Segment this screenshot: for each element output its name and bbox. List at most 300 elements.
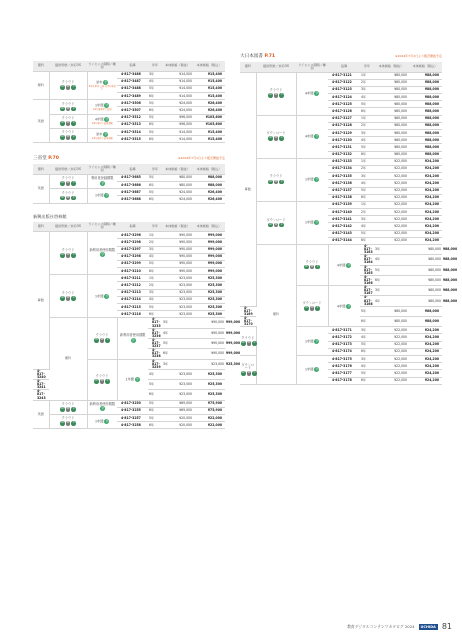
price-tax-cell: ¥25,300 — [193, 390, 225, 400]
license-term: 1年間 — [305, 177, 314, 182]
license-term: 新利用者使用期限 — [89, 402, 115, 407]
os-1-icon: M — [66, 296, 70, 300]
product-code: 4-817-3298 — [117, 239, 148, 246]
group-cell: 英語 — [33, 174, 49, 203]
os-icons — [60, 253, 76, 258]
grade-cell: 4年 — [360, 180, 374, 187]
license-cell — [87, 174, 117, 188]
price-tax-cell: ¥24,200 — [408, 230, 442, 237]
product-code: 4-817-3240 — [33, 369, 49, 379]
license-cell — [87, 400, 117, 414]
os-0-icon: W — [242, 340, 245, 344]
price-cell: ¥22,000 — [374, 165, 408, 172]
section-title: 大日本図書 P.71 — [240, 54, 276, 59]
license-cell — [296, 327, 328, 356]
dist-cell — [256, 201, 296, 244]
price-cell: ¥80,000 — [374, 72, 408, 79]
price-tax-cell: ¥22,000 — [193, 415, 225, 422]
grade-cell: 6年 — [360, 151, 374, 158]
price-tax-cell: ¥15,400 — [193, 78, 225, 85]
grade-cell: 6年 — [162, 349, 193, 359]
price-tax-cell: ¥24,200 — [408, 209, 442, 216]
price-cell: ¥23,000 — [162, 275, 193, 282]
product-code: 4-817-3171 — [328, 327, 360, 334]
price-tax-cell: ¥88,000 — [408, 94, 442, 101]
product-code: 4-817-3163 — [360, 245, 374, 255]
price-tax-cell: ¥88,000 — [408, 86, 442, 93]
grade-cell: 1年 — [148, 275, 162, 282]
grade-cell: 4年 — [148, 296, 162, 303]
table-row — [240, 72, 442, 79]
price-cell: ¥22,000 — [374, 230, 408, 237]
price-cell: ¥80,000 — [162, 182, 193, 189]
grade-cell: 5年 — [360, 144, 374, 151]
os-0-icon: W — [61, 252, 64, 256]
grade-cell: 6年 — [360, 316, 374, 326]
price-tax-cell: ¥25,300 — [193, 304, 225, 311]
price-cell: ¥80,000 — [374, 79, 408, 86]
os-1-icon: M — [274, 222, 278, 226]
group-cell: 英語 — [33, 100, 49, 143]
school-badge-icon: 学 — [315, 91, 319, 96]
dist-label: クラウド — [61, 290, 75, 295]
table-row: 理科 クラウド W M C 新利用者使用期限学 4-817-3235 3年 ¥90,000 ¥99,000 — [33, 318, 225, 328]
grade-cell: 6年 — [148, 311, 162, 318]
grade-cell: 3年 — [360, 216, 374, 223]
section-note: ※2024年7月1日より販売開始予定 — [395, 54, 442, 58]
dist-label: クラウド — [61, 190, 75, 195]
price-tax-cell: ¥22,000 — [193, 422, 225, 429]
grade-cell: 2年 — [148, 239, 162, 246]
price-tax-cell: ¥24,200 — [408, 158, 442, 165]
table-row — [33, 275, 225, 282]
grade-cell: 6年 — [148, 422, 162, 429]
product-code: 4-817-3177 — [328, 370, 360, 377]
os-2-icon: C — [106, 379, 109, 383]
price-cell: ¥22,000 — [374, 341, 408, 348]
os-2-icon: C — [72, 121, 75, 125]
grade-cell: 4年 — [360, 137, 374, 144]
license-note: ※1年単位で使用期間 — [91, 136, 113, 140]
price-tax-cell: ¥88,000 — [408, 151, 442, 158]
price-cell: ¥90,000 — [162, 232, 193, 239]
section-note: ※2024年7月1日より販売開始予定 — [178, 156, 225, 161]
dist-cell — [49, 71, 87, 100]
os-1-icon: M — [310, 264, 314, 268]
price-cell: ¥80,000 — [374, 137, 408, 144]
license-term: 1年間 — [305, 339, 314, 344]
table-row: 4-817-3165 5年 ¥80,000 ¥88,000 — [240, 265, 442, 275]
table-row — [240, 201, 442, 208]
os-1-icon: M — [274, 136, 278, 140]
product-code: 4-817-3135 — [328, 173, 360, 180]
price-tax-cell: ¥15,400 — [193, 129, 225, 136]
product-code: 4-817-3512 — [117, 114, 148, 121]
price-cell: ¥90,000 — [162, 268, 193, 275]
product-code: 4-817-3123 — [328, 86, 360, 93]
price-cell: ¥23,000 — [162, 311, 193, 318]
os-0-icon: W — [95, 338, 98, 342]
price-tax-cell: ¥24,200 — [408, 341, 442, 348]
product-code: 4-817-3138 — [328, 194, 360, 201]
product-code: 4-817-3174 — [328, 348, 360, 355]
price-tax-cell: ¥88,000 — [408, 72, 442, 79]
dist-cell — [87, 318, 117, 359]
product-code: 4-817-3124 — [328, 94, 360, 101]
th-group: 箇科 — [33, 164, 49, 174]
grade-cell: 3年 — [360, 130, 374, 137]
grade-cell: 6年 — [148, 268, 162, 275]
os-icons — [241, 341, 257, 346]
product-code: 4-817-3235 — [148, 318, 162, 328]
license-term: 4年間 — [337, 263, 346, 268]
os-2-icon: C — [280, 93, 283, 97]
table-row — [33, 189, 225, 196]
price-cell: ¥90,000 — [162, 246, 193, 253]
price-cell: ¥22,000 — [374, 334, 408, 341]
table-row: 4-817-3164 4年 ¥80,000 ¥88,000 — [240, 255, 442, 265]
dist-cell — [240, 356, 256, 385]
price-cell: ¥24,000 — [162, 196, 193, 203]
th-period: 学年 — [148, 222, 162, 232]
grade-cell: 5年 — [360, 101, 374, 108]
product-code: 4-817-3178 — [328, 377, 360, 384]
product-code: 4-817-3127 — [328, 115, 360, 122]
price-cell: ¥22,000 — [374, 209, 408, 216]
th-price: 本体価格（税抜） — [162, 222, 193, 232]
price-cell: ¥80,000 — [374, 306, 408, 316]
product-code: 4-817-3136 — [328, 180, 360, 187]
product-code: 4-817-3211 — [117, 275, 148, 282]
price-tax-cell: ¥24,200 — [408, 201, 442, 208]
product-code: 4-817-3214 — [117, 296, 148, 303]
school-badge-icon: 学 — [104, 131, 108, 136]
price-cell: ¥22,000 — [374, 237, 408, 244]
price-cell: ¥14,000 — [162, 78, 193, 85]
price-tax-cell: ¥25,300 — [193, 275, 225, 282]
product-code: 4-817-3515 — [117, 136, 148, 143]
grade-cell: 6年 — [148, 121, 162, 128]
th-period: 学年 — [148, 61, 162, 71]
license-cell — [328, 286, 360, 327]
dist-cell — [49, 129, 87, 143]
product-code: 4-817-3685 — [117, 174, 148, 181]
os-0-icon: W — [242, 371, 245, 375]
th-price: 本体価格（税抜） — [374, 62, 408, 72]
license-cell — [87, 415, 117, 429]
os-2-icon: C — [72, 85, 75, 89]
dist-cell — [49, 400, 87, 414]
price-tax-cell: ¥24,200 — [408, 194, 442, 201]
os-1-icon: M — [66, 135, 70, 139]
os-0-icon: W — [269, 179, 272, 183]
price-tax-cell: ¥24,200 — [408, 237, 442, 244]
grade-cell: 6年 — [148, 136, 162, 143]
dist-label: ダウンロード — [241, 362, 255, 371]
table-header — [33, 164, 225, 174]
grade-cell: 5年 — [360, 187, 374, 194]
section-header-dainippon — [240, 53, 442, 61]
price-tax-cell: ¥88,000 — [193, 182, 225, 189]
table-row — [33, 232, 225, 239]
license-term: 単年 — [96, 132, 103, 137]
price-cell: ¥90,000 — [162, 253, 193, 260]
price-tax-cell: ¥24,200 — [408, 370, 442, 377]
grade-cell: 6年 — [148, 182, 162, 189]
grade-cell: 2年 — [360, 122, 374, 129]
price-tax-cell: ¥25,300 — [193, 282, 225, 289]
product-code: 4-817-3169 — [240, 306, 256, 316]
price-tax-cell: ¥25,300 — [193, 380, 225, 390]
license-cell — [296, 158, 328, 201]
price-tax-cell: ¥15,400 — [193, 71, 225, 78]
price-cell: ¥80,000 — [374, 108, 408, 115]
price-cell: ¥90,000 — [162, 260, 193, 267]
group-cell: 英語 — [33, 400, 49, 429]
page-number: 81 — [441, 622, 452, 631]
product-code: 4-817-3129 — [328, 130, 360, 137]
os-1-icon: M — [66, 407, 70, 411]
table-row: 4-817-3237 5年 ¥90,000 ¥99,000 — [33, 338, 225, 348]
dist-label: ダウンロード — [266, 131, 286, 136]
table-header — [33, 61, 225, 71]
th-period: 学年 — [360, 62, 374, 72]
os-icons — [268, 136, 284, 141]
dist-label: クラウド — [95, 333, 109, 338]
price-tax-cell: ¥24,200 — [408, 173, 442, 180]
os-icons — [60, 135, 76, 140]
product-code: 4-817-3237 — [148, 338, 162, 348]
dist-label: ダウンロード — [266, 217, 286, 222]
table-row — [33, 129, 225, 136]
price-cell: ¥69,000 — [162, 400, 193, 407]
price-tax-cell: ¥24,200 — [408, 363, 442, 370]
product-code: 4-817-3239 — [148, 359, 162, 369]
license-cell — [296, 201, 328, 244]
product-code: 4-817-3134 — [328, 165, 360, 172]
os-0-icon: W — [61, 407, 64, 411]
product-code: 4-817-3165 — [360, 265, 374, 275]
price-tax-cell: ¥105,600 — [193, 121, 225, 128]
dist-label: ダウンロード — [302, 300, 322, 305]
price-cell: ¥22,000 — [374, 327, 408, 334]
grade-cell: 5年 — [148, 400, 162, 407]
dist-label: クラウド — [61, 101, 75, 106]
price-cell: ¥23,000 — [162, 390, 193, 400]
grade-cell: 5年 — [148, 129, 162, 136]
table-header — [33, 222, 225, 232]
section-title: 三省堂 P.70 — [33, 156, 59, 162]
grade-cell: 5年 — [148, 100, 162, 107]
product-code: 4-817-3688 — [117, 196, 148, 203]
product-code: 4-817-3173 — [328, 341, 360, 348]
product-code: 4-817-3164 — [360, 255, 374, 265]
grade-cell: 1年 — [360, 201, 374, 208]
price-cell: ¥69,000 — [162, 407, 193, 414]
grade-cell: 5年 — [360, 370, 374, 377]
grade-cell: 2年 — [360, 209, 374, 216]
grade-cell: 1年 — [360, 72, 374, 79]
product-code: 4-817-3687 — [117, 189, 148, 196]
license-term: 4年間 — [95, 117, 104, 122]
table-left-mid — [33, 164, 225, 203]
dist-cell — [49, 232, 87, 275]
dist-cell — [49, 415, 87, 429]
license-term: 1年間 — [305, 367, 314, 372]
price-cell: ¥90,000 — [193, 338, 225, 348]
grade-cell: 6年 — [360, 377, 374, 384]
table-row: 4-817-3238 6年 ¥90,000 ¥99,000 — [33, 349, 225, 359]
price-cell: ¥22,000 — [374, 173, 408, 180]
os-icons — [241, 371, 257, 376]
os-0-icon: W — [269, 93, 272, 97]
grade-cell: 2年 — [148, 282, 162, 289]
grade-cell: 5年 — [148, 380, 162, 390]
grade-cell: 5年 — [360, 306, 374, 316]
th-group: 箇科 — [33, 222, 49, 232]
license-cell — [296, 115, 328, 158]
os-2-icon: C — [280, 179, 283, 183]
dist-label: クラウド — [95, 374, 109, 379]
table-row — [240, 115, 442, 122]
price-cell: ¥80,000 — [408, 245, 442, 255]
dist-cell — [49, 174, 87, 188]
license-term: 4年間 — [305, 134, 314, 139]
license-cell — [117, 359, 148, 400]
price-tax-cell: ¥24,200 — [408, 223, 442, 230]
price-tax-cell: ¥25,300 — [193, 311, 225, 318]
product-code: 4-817-3243 — [33, 390, 49, 400]
os-2-icon: C — [280, 136, 283, 140]
license-term: 利用者登録期限 — [91, 176, 114, 181]
price-tax-cell: ¥88,000 — [408, 79, 442, 86]
product-code: 4-817-3142 — [328, 223, 360, 230]
product-code: 4-817-3125 — [328, 101, 360, 108]
os-2-icon: C — [72, 195, 75, 199]
grade-cell: 6年 — [374, 275, 408, 285]
price-tax-cell: ¥25,300 — [193, 289, 225, 296]
price-tax-cell: ¥15,400 — [193, 85, 225, 92]
th-dist: 提供形態／対応OS — [49, 61, 87, 71]
price-cell: ¥23,000 — [162, 282, 193, 289]
os-icons — [268, 93, 284, 98]
license-note: ※学年単位（1年分学年単位で） — [88, 85, 116, 91]
product-code: 4-817-3166 — [360, 275, 374, 285]
product-code: 4-817-3141 — [328, 216, 360, 223]
grade-cell: 6年 — [148, 196, 162, 203]
os-2-icon: C — [316, 264, 319, 268]
dist-label: クラウド — [269, 174, 283, 179]
os-2-icon: C — [72, 407, 75, 411]
price-cell: ¥80,000 — [374, 316, 408, 326]
group-cell: 算数 — [33, 232, 49, 370]
table-row: ダウンロード W M C 4年間 学 4-817-3167 3年 ¥80,000 ¥88,000 — [240, 286, 442, 296]
os-1-icon: M — [66, 106, 70, 110]
dist-label: クラウド — [61, 79, 75, 84]
os-1-icon: M — [66, 421, 70, 425]
os-0-icon: W — [61, 121, 64, 125]
product-code: 4-817-3128 — [328, 122, 360, 129]
price-cell: ¥23,000 — [162, 380, 193, 390]
dist-cell — [256, 115, 296, 158]
dist-label: クラウド — [305, 259, 319, 264]
grade-cell: 3年 — [374, 245, 408, 255]
grade-cell: 4年 — [148, 78, 162, 85]
grade-cell: 6年 — [360, 194, 374, 201]
price-cell: ¥23,000 — [162, 369, 193, 379]
os-0-icon: W — [305, 305, 308, 309]
price-cell: ¥90,000 — [193, 318, 225, 328]
price-tax-cell: ¥15,400 — [193, 93, 225, 100]
product-code: 4-817-3212 — [117, 282, 148, 289]
th-price-tax: 本体価格（税込） — [408, 62, 442, 72]
right-panel — [240, 53, 458, 385]
price-tax-cell: ¥99,000 — [193, 246, 225, 253]
license-cell — [87, 232, 117, 275]
os-1-icon: M — [66, 252, 70, 256]
dist-label: クラウド — [241, 335, 255, 340]
os-2-icon: C — [280, 222, 283, 226]
price-cell: ¥90,000 — [162, 239, 193, 246]
product-code: 4-817-3489 — [117, 93, 148, 100]
grade-cell: 5年 — [148, 114, 162, 121]
os-icons — [60, 421, 76, 426]
th-mark: 指導 — [117, 222, 148, 232]
grade-cell: 6年 — [148, 107, 162, 114]
price-tax-cell: ¥75,900 — [193, 400, 225, 407]
product-code: 4-817-3133 — [328, 158, 360, 165]
os-0-icon: W — [61, 296, 64, 300]
table-row: 4-817-3166 6年 ¥80,000 ¥88,000 — [240, 275, 442, 285]
price-tax-cell: ¥88,000 — [408, 122, 442, 129]
os-2-icon: C — [72, 421, 75, 425]
price-tax-cell: ¥88,000 — [408, 101, 442, 108]
os-0-icon: W — [61, 85, 64, 89]
th-license: ライセンス期間／種別 — [296, 62, 328, 72]
product-code: 4-817-3132 — [328, 151, 360, 158]
school-badge-icon: 学 — [315, 338, 319, 343]
os-2-icon: C — [106, 338, 109, 342]
price-cell: ¥23,000 — [193, 359, 225, 369]
table-row: 4-817-3236 4年 ¥90,000 ¥99,000 — [33, 328, 225, 338]
grade-cell: 6年 — [148, 93, 162, 100]
table-row — [33, 71, 225, 78]
uchida-logo: UCHIDA — [420, 624, 436, 629]
table-row — [33, 415, 225, 422]
dist-label: クラウド — [61, 130, 75, 135]
price-tax-cell: ¥88,000 — [408, 306, 442, 316]
group-cell: 理科 — [49, 318, 87, 400]
price-cell: ¥80,000 — [408, 255, 442, 265]
product-code: 4-817-3168 — [360, 296, 374, 306]
product-code: 4-817-3241 — [33, 380, 49, 390]
dist-label: クラウド — [61, 401, 75, 406]
product-code: 4-817-3175 — [328, 356, 360, 363]
price-cell: ¥22,000 — [374, 356, 408, 363]
os-1-icon: M — [66, 181, 70, 185]
price-cell: ¥22,000 — [374, 216, 408, 223]
price-tax-cell: ¥26,400 — [193, 107, 225, 114]
license-term: 1年間 — [95, 419, 104, 424]
product-code: 4-817-3167 — [360, 286, 374, 296]
th-group: 箇科 — [240, 62, 256, 72]
license-cell — [296, 72, 328, 115]
os-0-icon: W — [269, 222, 272, 226]
product-code: 4-817-3176 — [328, 363, 360, 370]
price-cell: ¥22,000 — [374, 377, 408, 384]
os-0-icon: W — [61, 195, 64, 199]
product-code: 4-817-3486 — [117, 71, 148, 78]
